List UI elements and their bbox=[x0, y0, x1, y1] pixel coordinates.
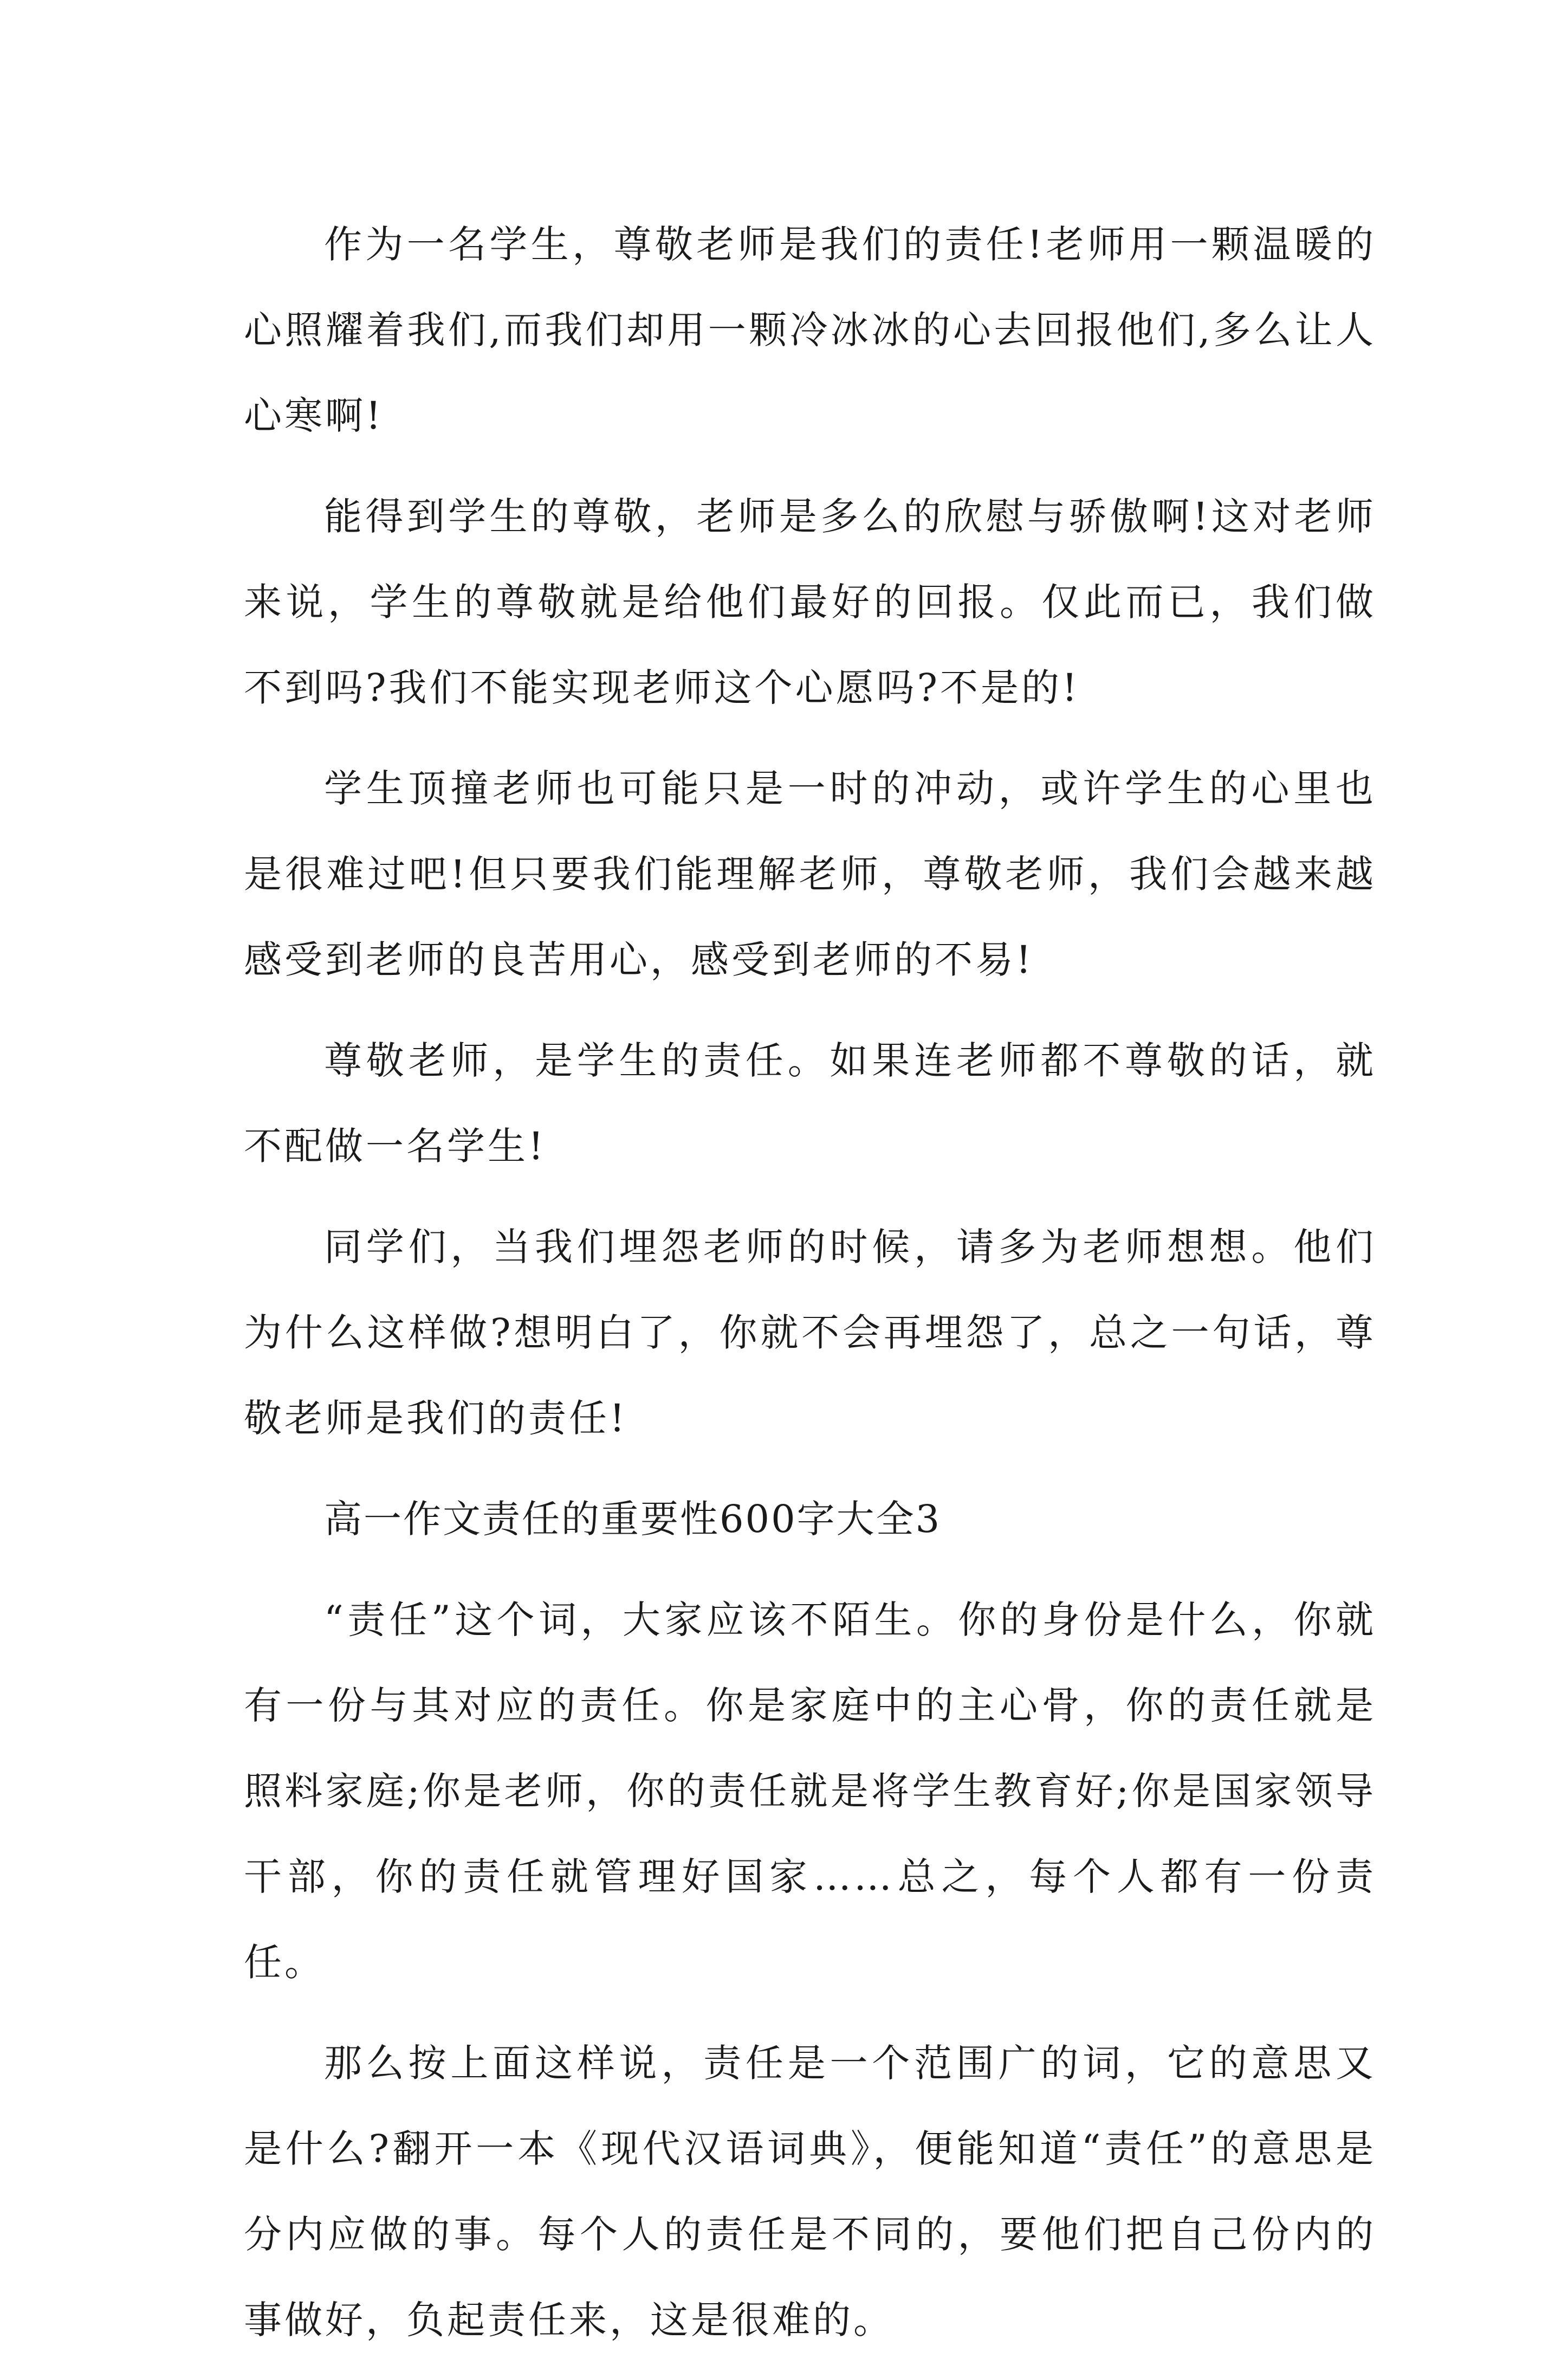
paragraph-2: 能得到学生的尊敬，老师是多么的欣慰与骄傲啊!这对老师来说，学生的尊敬就是给他们最好的回报。仅此而已，我们做不到吗?我们不能实现老师这个心愿吗?不是的! bbox=[244, 494, 1376, 710]
paragraph-7: 那么按上面这样说，责任是一个范围广的词，它的意思又是什么?翻开一本《现代汉语词典》，便能知道“责任”的意思是分内应做的事。每个人的责任是不同的，要他们把自己份内的事做好，负起责任来，这是很难的。 bbox=[244, 2041, 1376, 2342]
section-heading: 高一作文责任的重要性600字大全3 bbox=[324, 1497, 942, 1541]
paragraph-1: 作为一名学生，尊敬老师是我们的责任!老师用一颗温暖的心照耀着我们,而我们却用一颗冷冰冰的心去回报他们,多么让人心寒啊! bbox=[244, 222, 1376, 438]
paragraph-4: 尊敬老师，是学生的责任。如果连老师都不尊敬的话，就不配做一名学生! bbox=[244, 1038, 1376, 1168]
paragraph-6: “责任”这个词，大家应该不陌生。你的身份是什么，你就有一份与其对应的责任。你是家庭中的主心骨，你的责任就是照料家庭;你是老师，你的责任就是将学生教育好;你是国家领导干部，你的责任就管理好国家……总之，每个人都有一份责任。 bbox=[244, 1598, 1376, 1985]
document-body bbox=[244, 202, 1376, 2378]
paragraph-5: 同学们，当我们埋怨老师的时候，请多为老师想想。他们为什么这样做?想明白了，你就不会再埋怨了，总之一句话，尊敬老师是我们的责任! bbox=[244, 1225, 1376, 1440]
paragraph-3: 学生顶撞老师也可能只是一时的冲动，或许学生的心里也是很难过吧!但只要我们能理解老师，尊敬老师，我们会越来越感受到老师的良苦用心，感受到老师的不易! bbox=[244, 766, 1376, 982]
